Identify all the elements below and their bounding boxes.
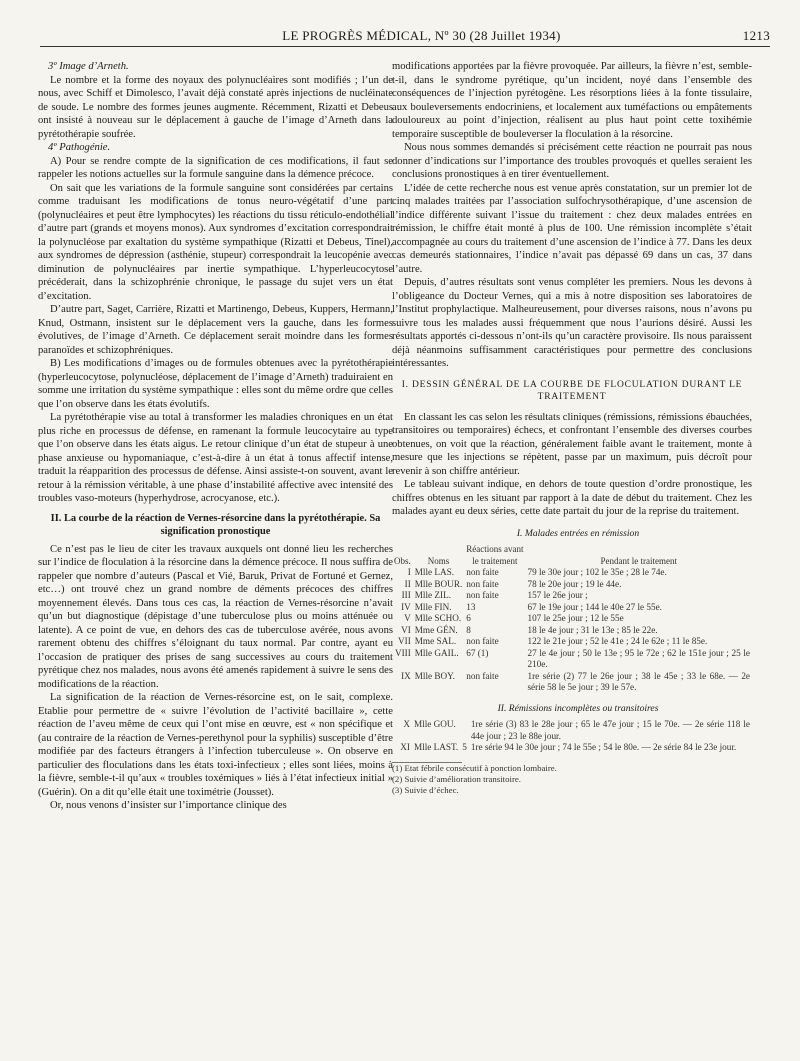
name-cell: Mlle SCHO. [414,613,462,623]
obs-cell: III [401,590,411,600]
paragraph: En classant les cas selon les résultats cliniques (rémissions, rémissions ébauchées, transitoires ou temporaires) échecs, et confrontant l’ensemble des diverses courbes obtenues, on voit que la réaction, généralement faible avant le traitement, monte à mesure que les injections se répètent, passe par un maximum, puis décroît pour revenir à son chiffre antérieur. [392,411,752,477]
table-row [392,648,752,671]
left-column [38,60,393,813]
paragraph: Nous nous sommes demandés si précisément cette réaction ne pourrait pas nous donner d’indications sur l’importance des troubles provoqués et quelles seraient les conclusions pronostiques à en tirer éventuellement. [392,142,752,180]
footnote: (3) Suivie d’échec. [392,784,459,795]
during-cell: 67 le 19e jour ; 144 le 40e 27 le 55e. [527,601,662,612]
table-row [392,613,752,625]
during-cell: 107 le 25e jour ; 12 le 55e [527,613,624,623]
column-header: Réactions avant [466,544,524,554]
before-cell: 6 [466,613,471,623]
paragraph: Depuis, d’autres résultats sont venus compléter les premiers. Nous les devons à l’obligeance du Docteur Vernes, qui a mis à notre disposition ses laboratoires de l’Institut prophylactique. Malheureusement, pour diverses raisons, nous n’avons pu suivre tous les malades aussi fréquemment que nous l’aurions désiré. Aussi les résultats apportés ci-dessous n’ont-ils qu’un caractère provisoire. Ils nous paraissent déjà néanmoins suffisamment caractéristiques pour permettre des conclusions intéressantes. [392,277,752,369]
before-cell: non faite [466,590,499,600]
obs-cell: IV [401,601,411,612]
during-cell: 79 le 30e jour ; 102 le 35e ; 28 le 74e. [527,567,667,577]
name-cell: Mlle BOY. [414,670,455,681]
name-cell: Mlle FIN. [414,601,452,612]
during-cell: 122 le 21e jour ; 52 le 41e ; 24 le 62e ; 11 le 85e. [527,636,708,646]
name-cell: Mlle LAST. [414,742,459,752]
before-cell: non faite [466,670,499,681]
during-cell: 1re série 94 le 30e jour ; 74 le 55e ; 54 le 80e. — 2e série 84 le 23e jour. [470,742,737,752]
column-header: Obs. [394,555,411,566]
name-cell: Mlle BOUR. [414,578,463,589]
during-cell: 18 le 4e jour ; 31 le 13e ; 85 le 22e. [527,624,658,635]
during-cell: 27 le 4e jour ; 50 le 13e ; 95 le 72e ; 62 le 151e jour ; 25 le 210e. [527,647,750,669]
name-cell: Mme SAL. [414,636,457,646]
obs-cell: V [404,613,411,623]
before-cell: non faite [466,578,499,589]
obs-cell: IX [401,670,411,681]
table-row [392,567,752,579]
header-rule [40,46,770,47]
paragraph: La signification de la réaction de Vernes-résorcine est, on le sait, complexe. Etablie pour permettre de « suivre l’évolution de l’activité bacillaire », cette réaction de l’aveu même de ceux qui l’ont mise en œuvre, est « non spécifique et (au contraire de la réaction de Vernes-perethynol pour la syphilis) susceptible d’être modifiée par des facteurs étrangers à l’infection tuberculeuse ». On observe en particulier des floculations dans les états toxi-infectieux ; elles sont liées, moins à la fièvre, semble-t-il qu’aux « troubles toxémiques » liés à l’état infectieux initial » (Guérin). On a dit qu’elle était une toximétrie (Jousset). [38,692,393,798]
obs-cell: VI [401,624,411,635]
paragraph: Ce n’est pas le lieu de citer les travaux auxquels ont donné lieu les recherches sur l’indice de floculation à la résorcine dans la démence précoce. Il nous suffira de rappeler que nombre d’auteurs (Pascal et Vié, Baruk, Privat de Fortuné et Gernez, etc…) ont trouvé chez un grand nombre de déments précoces des chiffres moyennement élevés. Dans tous ces cas, la réaction de Vernes-résorcine n’avait qu’un but diagnostique (dépistage d’une tuberculose plus ou moins atténuée ou latente). A ce point de vue, en dehors des cas de tuberculose avérée, nous avons rarement obtenu des chiffres s’éloignant du taux normal. Par contre, ayant eu l’occasion de pratiquer des prises de sang successives au cours du traitement pyrétique chez nos malades, nous avons été amenés rapidement à suivre le sens des modifications de la réaction. [38,543,393,690]
obs-cell: I [407,567,411,577]
table-header-row [392,556,752,568]
paragraph: D’autre part, Saget, Carrière, Rizatti et Martinengo, Debeus, Kuppers, Hermann, Knud, Ostmann, insistent sur le déplacement vers la gauche, dans les formes évolutives, de l’image d’Arneth. Ce déplacement serait moindre dans les formes paranoïdes et schizophréniques. [38,304,393,356]
table-row [392,625,752,637]
table-row [392,671,752,694]
subsection-title: 3º Image d’Arneth. [48,61,129,72]
paragraph: A) Pour se rendre compte de la signification de ces modifications, il faut se rappeler les notions actuelles sur la formule sanguine dans la démence précoce. [38,155,393,180]
obs-cell: II [404,578,411,589]
right-column [392,60,752,796]
table-row [392,742,752,754]
table-title: II. Rémissions incomplètes ou transitoires [497,702,659,714]
name-cell: Mlle GAIL. [414,647,459,658]
table-row [392,579,752,591]
paragraph: Le tableau suivant indique, en dehors de toute question d’ordre pronostique, les chiffres obtenus en les situant par rapport à la date de début du traitement. Chez les malades ayant eu deux séries, cette date partait du jour de la reprise du traitement. [392,479,752,517]
column-header: le traitement [472,555,518,566]
before-cell [460,719,469,742]
table-header-row [392,544,752,556]
subsection-title: 4º Pathogénie. [48,142,111,153]
paragraph: modifications apportées par la fièvre provoquée. Par ailleurs, la fièvre n’est, semble-t-il, dans le syndrome pyrétique, qu’un incident, noyé dans l’ensemble des conséquences de l’injection pyrétogène. Les résorptions liées à la fonte tissulaire, aux bouleversements endocriniens, et localement aux tuméfactions ou empâtements douloureux au point d’injection, réalisent au plus haut point cette toxihémie temporaire susceptible de bouleverser la floculation à la résorcine. [392,61,752,140]
running-header [40,28,770,44]
paragraph: Le nombre et la forme des noyaux des polynucléaires sont modifiés ; l’un de nous, avec Schiff et Dimolesco, l’avait déjà constaté après injections de nucléinate de soude. Le nombre des formes jeunes augmente. Récemment, Rizatti et Debeus ont insisté à nouveau sur le déplacement à gauche de l’image d’Arneth dans la pyrétothérapie soufrée. [38,74,393,140]
during-cell: 1re série (3) 83 le 28e jour ; 65 le 47e jour ; 15 le 70e. — 2e série 118 le 44e jour ; 23 le 88e jour. [470,719,750,741]
table-body [392,719,752,754]
table-title: I. Malades entrées en rémission [516,527,640,539]
paragraph: La pyrétothérapie vise au total à transformer les maladies chroniques en un état plus riche en processus de défense, en ramenant la formule leucocytaire au type que l’on observe dans les états aigus. Le retour clinique d’un état de stupeur à une phase anxieuse ou hypomaniaque, c’est-à-dire à un état à tonus affectif intense, traduit la réapparition des processus de défense. Ainsi assiste-t-on souvent, avant le retour à la rémission véritable, à une phase d’instabilité affective avec intensité des troubles vaso-moteurs (hyperhydrose, acrocyanose, etc.). [38,412,393,504]
paragraph: Or, nous venons d’insister sur l’importance clinique des [50,800,287,811]
column-header: Noms [427,555,450,566]
before-cell: non faite [466,636,499,646]
before-cell: non faite [466,567,499,577]
obs-cell: VII [398,636,411,646]
before-cell: 13 [466,601,476,612]
before-cell: 8 [466,624,471,635]
obs-cell: X [403,719,410,729]
table-body [392,567,752,694]
page-number: 1213 [742,28,770,43]
name-cell: Mme GÉN. [414,624,458,635]
section-heading: I. DESSIN GÉNÉRAL DE LA COURBE DE FLOCULATION DURANT LE TRAITEMENT [401,379,743,402]
name-cell: Mlle ZIL. [414,590,451,600]
before-cell: 67 (1) [466,647,489,658]
table-row [392,719,752,742]
incomplete-remission-table [392,719,752,754]
paragraph: L’idée de cette recherche nous est venue après constatation, sur un premier lot de cinq malades traitées par l’association sulfochrysothérapique, d’une ascension de l’indice différente suivant l’issue du traitement : chez deux malades entrées en rémission, le chiffre était monté à plus de 100. Une rémission incomplète s’était accompagnée au cours du traitement d’une ascension de l’indice à 77. Dans les deux cas demeurés stationnaires, l’indice n’avait pas dépassé 69 dans un cas, 37 dans l’autre. [392,182,752,275]
remission-table [392,544,752,694]
during-cell: 1re série (2) 77 le 26e jour ; 38 le 45e ; 33 le 68e. — 2e série 58 le 5e jour ; 39 le 57e. [527,670,750,692]
journal-title: LE PROGRÈS MÉDICAL, Nº 30 (28 Juillet 1934) [282,28,561,43]
footnote: (1) Etat fébrile consécutif à ponction lombaire. [392,762,557,773]
column-header: Pendant le traitement [600,555,677,566]
name-cell: Mlle GOU. [414,719,456,729]
during-cell: 78 le 20e jour ; 19 le 44e. [527,578,622,589]
paragraph: On sait que les variations de la formule sanguine sont considérées par certains comme traduisant les modifications de tonus neuro-végétatif d’une part (polynucléaires et peut être lymphocytes) les réactions du tissu réticulo-endothélial d’autre part (grands et moyens monos). Aux syndromes d’excitation correspondrait la polynucléose par exaltation du système sympathique (Rizatti et Debeus, Tinel), aux syndromes de dépression (asthénie, stupeur) correspondrait la leucopénie avec diminution de polynucléaires par inertie sympathique. L’hyperleucocytose précéderait, dans la schizophrénie chronique, le passage du sujet vers un état d’excitation. [38,182,393,302]
footnote: (2) Suivie d’amélioration transitoire. [392,773,521,784]
section-heading: II. La courbe de la réaction de Vernes-résorcine dans la pyrétothérapie. Sa signification pronostique [50,512,381,537]
obs-cell: VIII [394,647,411,658]
name-cell: Mlle LAS. [414,567,455,577]
paragraph: B) Les modifications d’images ou de formules obtenues avec la pyrétothérapie (hyperleucocytose, polynucléose, déplacement de l’image d’Arneth) traduiraient en somme une irritation du système sympathique : elles sont du même ordre que celles que l’on observe dans les états évolutifs. [38,358,393,410]
before-cell: 5 [462,742,467,752]
during-cell: 157 le 26e jour ; [527,590,588,600]
table-row [392,636,752,648]
obs-cell: XI [400,742,410,752]
table-row [392,602,752,614]
table-row [392,590,752,602]
